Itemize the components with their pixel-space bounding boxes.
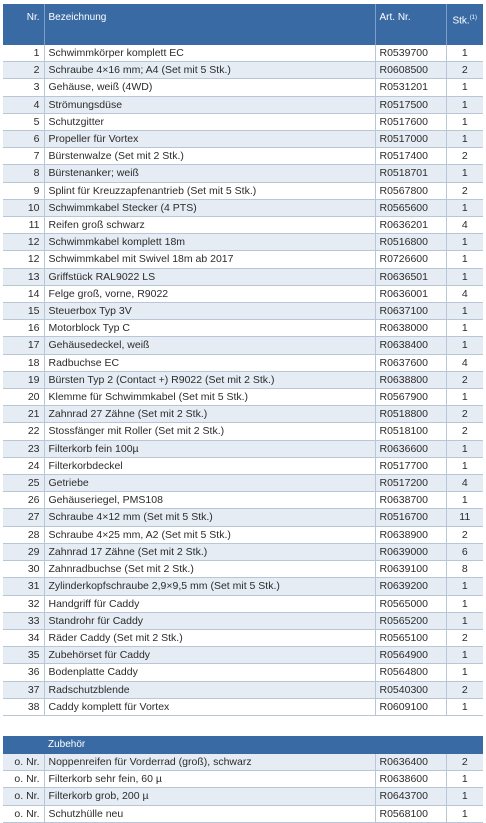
table-row xyxy=(3,234,483,251)
table-row xyxy=(3,199,483,216)
cell-bezeichnung: Schutzhülle neu xyxy=(44,805,375,822)
table-row xyxy=(3,45,483,62)
cell-stk: 2 xyxy=(461,373,468,386)
table-row xyxy=(3,354,483,371)
cell-bezeichnung: Räder Caddy (Set mit 2 Stk.) xyxy=(44,629,375,646)
cell-art-nr: R0517200 xyxy=(375,475,446,492)
cell-stk: 2 xyxy=(461,184,468,197)
table-row xyxy=(3,509,483,526)
cell-nr: 22 xyxy=(3,423,44,440)
cell-bezeichnung: Reifen groß schwarz xyxy=(44,217,375,234)
cell-art-nr: R0638000 xyxy=(375,320,446,337)
header-art-nr: Art. Nr. xyxy=(375,4,446,45)
cell-bezeichnung: Steuerbox Typ 3V xyxy=(44,303,375,320)
cell-bezeichnung: Gehäusedeckel, weiß xyxy=(44,337,375,354)
cell-art-nr: R0565100 xyxy=(375,629,446,646)
cell-nr: 26 xyxy=(3,492,44,509)
cell-nr: o. Nr. xyxy=(3,771,44,788)
cell-stk: 1 xyxy=(461,236,468,249)
cell-art-nr: R0531201 xyxy=(375,79,446,96)
cell-bezeichnung: Zahnrad 17 Zähne (Set mit 2 Stk.) xyxy=(44,543,375,560)
table-row xyxy=(3,647,483,664)
cell-bezeichnung: Filterkorbdeckel xyxy=(44,457,375,474)
cell-bezeichnung: Felge groß, vorne, R9022 xyxy=(44,285,375,302)
cell-stk: 1 xyxy=(461,305,468,318)
cell-nr: 17 xyxy=(3,337,44,354)
table-row xyxy=(3,251,483,268)
cell-stk: 1 xyxy=(461,700,468,713)
table-row xyxy=(3,492,483,509)
section-gap xyxy=(3,716,483,736)
cell-nr: 30 xyxy=(3,561,44,578)
cell-stk: 1 xyxy=(461,580,468,593)
cell-bezeichnung: Caddy komplett für Vortex xyxy=(44,698,375,715)
cell-nr: 3 xyxy=(3,79,44,96)
cell-stk: 4 xyxy=(461,219,468,232)
accessories-table-body xyxy=(3,736,483,822)
cell-nr: 4 xyxy=(3,96,44,113)
cell-stk: 1 xyxy=(461,442,468,455)
table-row xyxy=(3,96,483,113)
cell-art-nr: R0568100 xyxy=(375,805,446,822)
cell-nr: 34 xyxy=(3,629,44,646)
cell-nr: 31 xyxy=(3,578,44,595)
cell-art-nr: R0564900 xyxy=(375,647,446,664)
cell-art-nr: R0636201 xyxy=(375,217,446,234)
cell-bezeichnung: Schraube 4×25 mm, A2 (Set mit 5 Stk.) xyxy=(44,526,375,543)
cell-stk: 11 xyxy=(459,511,471,524)
cell-stk: 2 xyxy=(461,683,468,696)
cell-bezeichnung: Getriebe xyxy=(44,475,375,492)
cell-nr: 18 xyxy=(3,354,44,371)
cell-art-nr: R0638600 xyxy=(375,771,446,788)
cell-bezeichnung: Bodenplatte Caddy xyxy=(44,664,375,681)
cell-art-nr: R0608500 xyxy=(375,62,446,79)
cell-nr: 24 xyxy=(3,457,44,474)
cell-art-nr: R0638700 xyxy=(375,492,446,509)
cell-bezeichnung: Splint für Kreuzzapfenantrieb (Set mit 5 Stk.) xyxy=(44,182,375,199)
table-row xyxy=(3,337,483,354)
table-row xyxy=(3,217,483,234)
table-row xyxy=(3,371,483,388)
cell-art-nr: R0518100 xyxy=(375,423,446,440)
header-nr: Nr. xyxy=(3,4,44,45)
cell-stk: 1 xyxy=(461,339,468,352)
cell-bezeichnung: Filterkorb fein 100µ xyxy=(44,440,375,457)
table-row xyxy=(3,423,483,440)
cell-stk: 1 xyxy=(461,614,468,627)
cell-art-nr: R0639100 xyxy=(375,561,446,578)
cell-stk: 2 xyxy=(461,408,468,421)
cell-art-nr: R0609100 xyxy=(375,698,446,715)
cell-stk: 1 xyxy=(461,597,468,610)
table-row xyxy=(3,771,483,788)
table-row xyxy=(3,664,483,681)
cell-stk: 2 xyxy=(461,755,468,768)
table-row xyxy=(3,754,483,771)
cell-stk: 1 xyxy=(461,807,468,820)
cell-art-nr: R0516700 xyxy=(375,509,446,526)
cell-nr: o. Nr. xyxy=(3,805,44,822)
cell-stk: 2 xyxy=(461,64,468,77)
header-stk xyxy=(446,4,483,45)
cell-stk: 8 xyxy=(461,563,468,576)
cell-bezeichnung: Schwimmkabel mit Swivel 18m ab 2017 xyxy=(44,251,375,268)
cell-stk: 1 xyxy=(461,98,468,111)
cell-art-nr: R0517000 xyxy=(375,131,446,148)
cell-stk: 1 xyxy=(461,47,468,59)
cell-nr: 15 xyxy=(3,303,44,320)
cell-art-nr: R0567900 xyxy=(375,389,446,406)
cell-bezeichnung: Bürsten Typ 2 (Contact +) R9022 (Set mit 2 Stk.) xyxy=(44,371,375,388)
table-row xyxy=(3,578,483,595)
cell-nr: 25 xyxy=(3,475,44,492)
cell-nr: 6 xyxy=(3,131,44,148)
table-row xyxy=(3,629,483,646)
table-row xyxy=(3,389,483,406)
table-row xyxy=(3,113,483,130)
cell-bezeichnung: Schwimmkabel komplett 18m xyxy=(44,234,375,251)
cell-stk: 1 xyxy=(461,773,468,786)
cell-bezeichnung: Bürstenanker; weiß xyxy=(44,165,375,182)
cell-bezeichnung: Schwimmkabel Stecker (4 PTS) xyxy=(44,199,375,216)
header-stk-note: (1) xyxy=(469,15,478,21)
cell-bezeichnung: Radbuchse EC xyxy=(44,354,375,371)
cell-bezeichnung: Strömungsdüse xyxy=(44,96,375,113)
cell-nr: 12 xyxy=(3,234,44,251)
cell-art-nr: R0540300 xyxy=(375,681,446,698)
cell-art-nr: R0643700 xyxy=(375,788,446,805)
cell-stk: 2 xyxy=(461,425,468,438)
cell-nr: 5 xyxy=(3,113,44,130)
cell-stk: 1 xyxy=(461,201,468,214)
cell-nr: 8 xyxy=(3,165,44,182)
cell-nr: 35 xyxy=(3,647,44,664)
cell-art-nr: R0636001 xyxy=(375,285,446,302)
cell-bezeichnung: Filterkorb grob, 200 µ xyxy=(44,788,375,805)
table-row xyxy=(3,79,483,96)
table-row xyxy=(3,561,483,578)
cell-nr: 23 xyxy=(3,440,44,457)
table-row xyxy=(3,457,483,474)
cell-stk: 4 xyxy=(461,477,468,490)
cell-bezeichnung: Motorblock Typ C xyxy=(44,320,375,337)
table-row xyxy=(3,320,483,337)
cell-bezeichnung: Propeller für Vortex xyxy=(44,131,375,148)
cell-nr: 21 xyxy=(3,406,44,423)
cell-art-nr: R0565200 xyxy=(375,612,446,629)
table-row xyxy=(3,182,483,199)
parts-list xyxy=(3,4,483,823)
cell-bezeichnung: Noppenreifen für Vorderrad (groß), schwarz xyxy=(44,754,375,771)
cell-art-nr: R0726600 xyxy=(375,251,446,268)
cell-art-nr: R0565000 xyxy=(375,595,446,612)
cell-bezeichnung: Standrohr für Caddy xyxy=(44,612,375,629)
cell-stk: 1 xyxy=(461,322,468,335)
cell-stk: 1 xyxy=(461,81,468,94)
cell-nr: 20 xyxy=(3,389,44,406)
cell-stk: 1 xyxy=(461,133,468,146)
cell-nr: 10 xyxy=(3,199,44,216)
cell-art-nr: R0539700 xyxy=(375,45,446,62)
cell-stk: 4 xyxy=(461,287,468,300)
cell-nr: 19 xyxy=(3,371,44,388)
accessories-header-spacer xyxy=(3,736,44,754)
cell-bezeichnung: Klemme für Schwimmkabel (Set mit 5 Stk.) xyxy=(44,389,375,406)
table-row xyxy=(3,612,483,629)
parts-table-body xyxy=(3,45,483,715)
table-row xyxy=(3,543,483,560)
cell-nr: 29 xyxy=(3,543,44,560)
cell-stk: 1 xyxy=(461,391,468,404)
cell-stk: 2 xyxy=(461,631,468,644)
cell-bezeichnung: Gehäuseriegel, PMS108 xyxy=(44,492,375,509)
cell-bezeichnung: Zubehörset für Caddy xyxy=(44,647,375,664)
cell-art-nr: R0517500 xyxy=(375,96,446,113)
cell-bezeichnung: Bürstenwalze (Set mit 2 Stk.) xyxy=(44,148,375,165)
cell-bezeichnung: Stossfänger mit Roller (Set mit 2 Stk.) xyxy=(44,423,375,440)
cell-art-nr: R0636501 xyxy=(375,268,446,285)
cell-stk: 2 xyxy=(461,528,468,541)
cell-stk: 6 xyxy=(461,545,468,558)
cell-nr: 38 xyxy=(3,698,44,715)
table-row xyxy=(3,595,483,612)
cell-nr: 7 xyxy=(3,148,44,165)
cell-bezeichnung: Radschutzblende xyxy=(44,681,375,698)
cell-stk: 2 xyxy=(461,150,468,163)
table-row xyxy=(3,303,483,320)
cell-bezeichnung: Handgriff für Caddy xyxy=(44,595,375,612)
cell-nr: o. Nr. xyxy=(3,788,44,805)
table-row xyxy=(3,285,483,302)
table-row xyxy=(3,268,483,285)
cell-art-nr: R0639200 xyxy=(375,578,446,595)
cell-nr: 11 xyxy=(3,217,44,234)
cell-stk: 1 xyxy=(461,115,468,128)
cell-art-nr: R0636600 xyxy=(375,440,446,457)
cell-art-nr: R0518800 xyxy=(375,406,446,423)
table-row xyxy=(3,62,483,79)
cell-art-nr: R0639000 xyxy=(375,543,446,560)
cell-nr: 9 xyxy=(3,182,44,199)
cell-art-nr: R0517700 xyxy=(375,457,446,474)
cell-art-nr: R0517600 xyxy=(375,113,446,130)
cell-stk: 1 xyxy=(461,270,468,283)
cell-bezeichnung: Zylinderkopfschraube 2,9×9,5 mm (Set mit 5 Stk.) xyxy=(44,578,375,595)
cell-bezeichnung: Filterkorb sehr fein, 60 µ xyxy=(44,771,375,788)
cell-bezeichnung: Griffstück RAL9022 LS xyxy=(44,268,375,285)
cell-stk: 1 xyxy=(461,790,468,803)
header-bezeichnung: Bezeichnung xyxy=(44,4,375,45)
cell-art-nr: R0637600 xyxy=(375,354,446,371)
accessories-title: Zubehör xyxy=(44,736,483,754)
cell-art-nr: R0637100 xyxy=(375,303,446,320)
cell-stk: 1 xyxy=(461,666,468,679)
cell-bezeichnung: Zahnradbuchse (Set mit 2 Stk.) xyxy=(44,561,375,578)
table-row xyxy=(3,440,483,457)
table-row xyxy=(3,681,483,698)
cell-stk: 1 xyxy=(461,459,468,472)
cell-nr: 2 xyxy=(3,62,44,79)
cell-nr: 16 xyxy=(3,320,44,337)
cell-nr: 27 xyxy=(3,509,44,526)
cell-art-nr: R0567800 xyxy=(375,182,446,199)
parts-table xyxy=(3,4,483,716)
cell-bezeichnung: Schutzgitter xyxy=(44,113,375,130)
cell-nr: 37 xyxy=(3,681,44,698)
cell-stk: 1 xyxy=(461,167,468,180)
table-row xyxy=(3,165,483,182)
accessories-table xyxy=(3,736,483,823)
cell-nr: 33 xyxy=(3,612,44,629)
cell-art-nr: R0638400 xyxy=(375,337,446,354)
cell-nr: 1 xyxy=(3,45,44,62)
cell-bezeichnung: Gehäuse, weiß (4WD) xyxy=(44,79,375,96)
cell-art-nr: R0516800 xyxy=(375,234,446,251)
table-row xyxy=(3,805,483,822)
cell-art-nr: R0638900 xyxy=(375,526,446,543)
cell-nr: 13 xyxy=(3,268,44,285)
cell-art-nr: R0517400 xyxy=(375,148,446,165)
header-stk-label: Stk. xyxy=(452,15,470,27)
table-row xyxy=(3,526,483,543)
cell-nr: 12 xyxy=(3,251,44,268)
cell-stk: 4 xyxy=(461,356,468,369)
cell-art-nr: R0564800 xyxy=(375,664,446,681)
cell-art-nr: R0638800 xyxy=(375,371,446,388)
parts-table-header xyxy=(3,4,483,45)
table-row xyxy=(3,698,483,715)
cell-bezeichnung: Schraube 4×16 mm; A4 (Set mit 5 Stk.) xyxy=(44,62,375,79)
cell-art-nr: R0518701 xyxy=(375,165,446,182)
table-row xyxy=(3,788,483,805)
table-row xyxy=(3,475,483,492)
cell-stk: 1 xyxy=(461,494,468,507)
cell-art-nr: R0565600 xyxy=(375,199,446,216)
accessories-header-row xyxy=(3,736,483,754)
cell-nr: 36 xyxy=(3,664,44,681)
table-row xyxy=(3,406,483,423)
cell-bezeichnung: Schwimmkörper komplett EC xyxy=(44,45,375,62)
cell-stk: 1 xyxy=(461,649,468,662)
cell-bezeichnung: Schraube 4×12 mm (Set mit 5 Stk.) xyxy=(44,509,375,526)
cell-nr: 28 xyxy=(3,526,44,543)
cell-bezeichnung: Zahnrad 27 Zähne (Set mit 2 Stk.) xyxy=(44,406,375,423)
table-row xyxy=(3,148,483,165)
cell-nr: 14 xyxy=(3,285,44,302)
cell-nr: 32 xyxy=(3,595,44,612)
table-row xyxy=(3,131,483,148)
cell-nr: o. Nr. xyxy=(3,754,44,771)
cell-art-nr: R0636400 xyxy=(375,754,446,771)
cell-stk: 1 xyxy=(461,253,468,266)
